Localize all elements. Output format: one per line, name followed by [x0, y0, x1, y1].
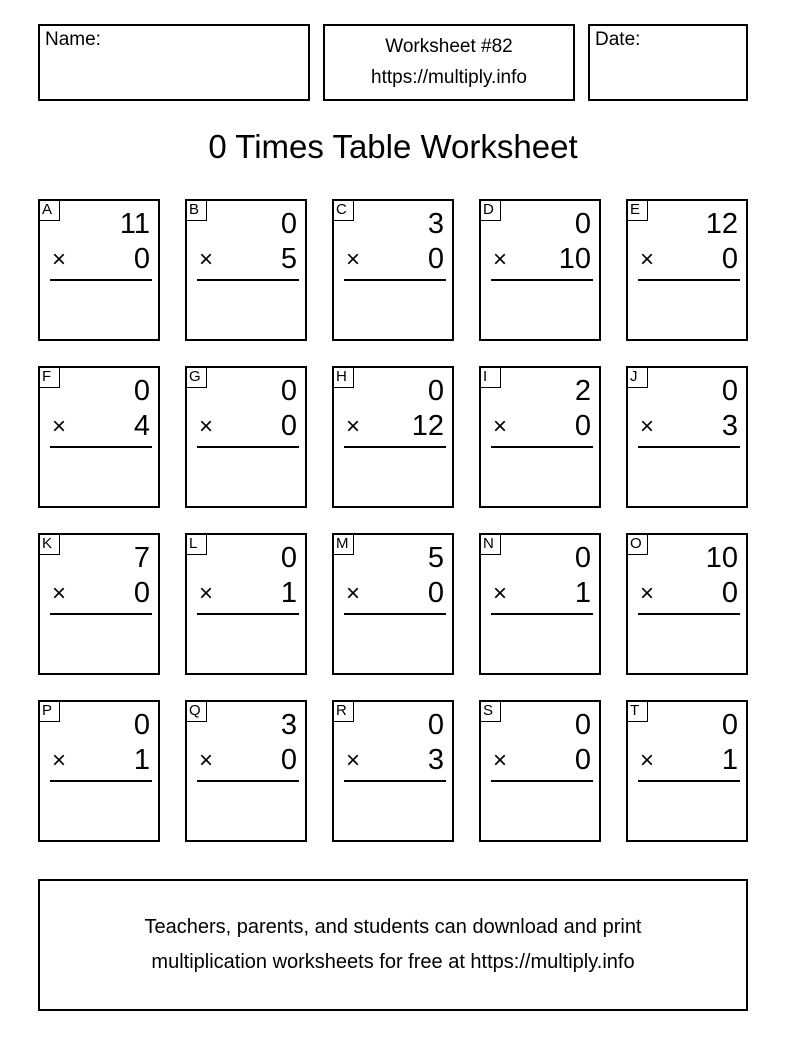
multiplicand: 0 — [721, 375, 738, 407]
multiplicand: 2 — [574, 375, 591, 407]
problem-letter: M — [332, 533, 354, 555]
problem-card[interactable] — [38, 366, 160, 508]
multiplicand: 0 — [427, 375, 444, 407]
answer-rule — [197, 446, 299, 448]
multiplicand: 0 — [574, 542, 591, 574]
answer-rule — [197, 613, 299, 615]
answer-rule — [638, 279, 740, 281]
problem-letter: C — [332, 199, 354, 221]
problem-card[interactable] — [479, 199, 601, 341]
answer-rule — [197, 279, 299, 281]
footer-box — [38, 879, 748, 1011]
multiplier: 4 — [133, 410, 150, 442]
multiplier: 1 — [133, 744, 150, 776]
answer-rule — [491, 279, 593, 281]
answer-rule — [344, 279, 446, 281]
problem-card[interactable] — [332, 700, 454, 842]
multiplicand: 0 — [574, 208, 591, 240]
problem-card[interactable] — [626, 199, 748, 341]
multiplier: 10 — [558, 243, 591, 275]
multiplier: 0 — [721, 243, 738, 275]
times-sign: × — [346, 580, 361, 607]
problem-card[interactable] — [38, 533, 160, 675]
multiplicand: 3 — [280, 709, 297, 741]
times-sign: × — [199, 580, 214, 607]
times-sign: × — [640, 246, 655, 273]
times-sign: × — [199, 413, 214, 440]
problem-card[interactable] — [479, 366, 601, 508]
answer-rule — [491, 613, 593, 615]
problem-card[interactable] — [185, 366, 307, 508]
times-sign: × — [52, 747, 67, 774]
times-sign: × — [493, 413, 508, 440]
answer-rule — [50, 279, 152, 281]
multiplier: 0 — [427, 577, 444, 609]
times-sign: × — [493, 246, 508, 273]
problem-card[interactable] — [185, 533, 307, 675]
problem-letter: E — [626, 199, 648, 221]
footer-line-2: multiplication worksheets for free at https://multiply.info — [151, 951, 635, 973]
problem-letter: T — [626, 700, 648, 722]
problem-card[interactable] — [185, 700, 307, 842]
answer-rule — [638, 446, 740, 448]
answer-rule — [491, 446, 593, 448]
problem-card[interactable] — [479, 700, 601, 842]
multiplicand: 0 — [133, 709, 150, 741]
times-sign: × — [493, 747, 508, 774]
problem-letter: J — [626, 366, 648, 388]
date-label: Date: — [595, 29, 641, 50]
times-sign: × — [199, 246, 214, 273]
problem-card[interactable] — [332, 366, 454, 508]
multiplicand: 0 — [280, 375, 297, 407]
times-sign: × — [52, 246, 67, 273]
answer-rule — [50, 780, 152, 782]
times-sign: × — [346, 246, 361, 273]
problem-letter: Q — [185, 700, 207, 722]
multiplier: 5 — [280, 243, 297, 275]
times-sign: × — [640, 580, 655, 607]
times-sign: × — [493, 580, 508, 607]
multiplicand: 3 — [427, 208, 444, 240]
site-url: https://multiply.info — [371, 67, 527, 88]
problem-card[interactable] — [332, 199, 454, 341]
multiplicand: 0 — [427, 709, 444, 741]
footer-line-1: Teachers, parents, and students can download and print — [144, 916, 642, 938]
multiplier: 0 — [574, 410, 591, 442]
problem-letter: A — [38, 199, 60, 221]
multiplier: 1 — [280, 577, 297, 609]
multiplier: 0 — [133, 577, 150, 609]
multiplier: 0 — [280, 744, 297, 776]
answer-rule — [491, 780, 593, 782]
problem-card[interactable] — [626, 533, 748, 675]
worksheet-number: Worksheet #82 — [385, 36, 513, 57]
multiplicand: 0 — [133, 375, 150, 407]
problem-letter: H — [332, 366, 354, 388]
times-sign: × — [640, 413, 655, 440]
answer-rule — [50, 446, 152, 448]
problem-card[interactable] — [185, 199, 307, 341]
problem-letter: K — [38, 533, 60, 555]
problem-letter: I — [479, 366, 501, 388]
problem-letter: B — [185, 199, 207, 221]
multiplicand: 5 — [427, 542, 444, 574]
multiplier: 1 — [721, 744, 738, 776]
problem-card[interactable] — [38, 199, 160, 341]
multiplicand: 0 — [721, 709, 738, 741]
times-sign: × — [640, 747, 655, 774]
multiplicand: 0 — [280, 208, 297, 240]
problem-letter: S — [479, 700, 501, 722]
name-label: Name: — [45, 29, 101, 50]
multiplier: 3 — [721, 410, 738, 442]
times-sign: × — [52, 580, 67, 607]
problem-letter: L — [185, 533, 207, 555]
answer-rule — [344, 446, 446, 448]
problem-letter: R — [332, 700, 354, 722]
multiplier: 0 — [574, 744, 591, 776]
problem-card[interactable] — [626, 700, 748, 842]
multiplicand: 10 — [705, 542, 738, 574]
times-sign: × — [52, 413, 67, 440]
problem-letter: D — [479, 199, 501, 221]
answer-rule — [344, 613, 446, 615]
multiplicand: 12 — [705, 208, 738, 240]
multiplier: 1 — [574, 577, 591, 609]
problem-letter: N — [479, 533, 501, 555]
answer-rule — [344, 780, 446, 782]
multiplier: 3 — [427, 744, 444, 776]
answer-rule — [638, 613, 740, 615]
answer-rule — [50, 613, 152, 615]
multiplicand: 0 — [574, 709, 591, 741]
times-sign: × — [199, 747, 214, 774]
problem-card[interactable] — [332, 533, 454, 675]
answer-rule — [638, 780, 740, 782]
problem-card[interactable] — [626, 366, 748, 508]
problem-letter: P — [38, 700, 60, 722]
problem-card[interactable] — [479, 533, 601, 675]
multiplier: 12 — [411, 410, 444, 442]
multiplier: 0 — [721, 577, 738, 609]
multiplicand: 7 — [133, 542, 150, 574]
problem-card[interactable] — [38, 700, 160, 842]
problem-letter: G — [185, 366, 207, 388]
multiplier: 0 — [280, 410, 297, 442]
multiplicand: 11 — [119, 208, 150, 240]
page-title: 0 Times Table Worksheet — [208, 128, 578, 165]
multiplicand: 0 — [280, 542, 297, 574]
times-sign: × — [346, 747, 361, 774]
problem-letter: F — [38, 366, 60, 388]
times-sign: × — [346, 413, 361, 440]
answer-rule — [197, 780, 299, 782]
multiplier: 0 — [133, 243, 150, 275]
multiplier: 0 — [427, 243, 444, 275]
problem-letter: O — [626, 533, 648, 555]
